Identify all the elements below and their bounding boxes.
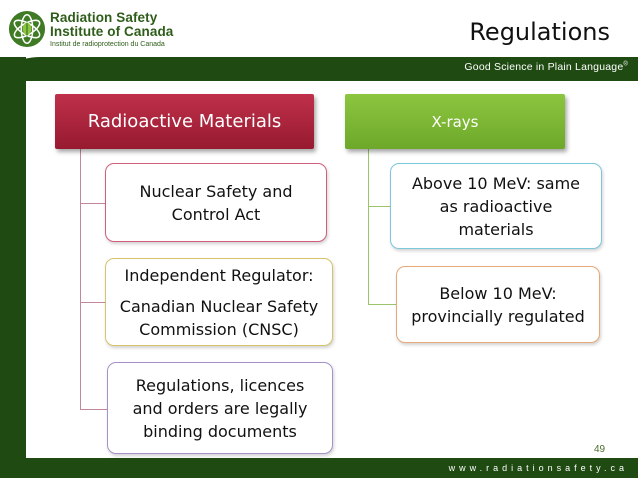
independent-regulator-box	[105, 258, 333, 346]
tagline: Good Science in Plain Language®	[464, 61, 628, 73]
connector-trunk-left	[80, 149, 81, 410]
box-text-line: as radioactive	[439, 196, 553, 216]
box-text-line: and orders are legally	[132, 398, 308, 418]
box-text-line: Below 10 MeV:	[439, 283, 557, 303]
leaf-atom-logo-icon	[8, 10, 46, 48]
connector-branch-4	[368, 206, 390, 207]
box-text-line: provincially regulated	[411, 306, 585, 326]
connector-branch-2	[80, 302, 105, 303]
below-10-mev-box	[396, 266, 600, 343]
box-text-line: Canadian Nuclear Safety	[119, 296, 319, 316]
box-text-line: Control Act	[171, 204, 261, 224]
logo-name-french: Institut de radioprotection du Canada	[50, 40, 165, 48]
logo-name-line2: Institute of Canada	[50, 24, 174, 39]
logo	[8, 10, 173, 48]
box-text-line: Commission (CNSC)	[139, 319, 299, 339]
connector-branch-3	[80, 409, 107, 410]
page-title: Regulations	[469, 18, 610, 46]
page-number: 49	[594, 444, 606, 455]
connector-trunk-right	[368, 149, 369, 304]
legally-binding-box	[107, 362, 333, 454]
box-text-line: Above 10 MeV: same	[411, 173, 581, 193]
left-frame	[0, 57, 26, 478]
connector-branch-1	[80, 203, 105, 204]
nuclear-safety-act-box	[105, 163, 327, 242]
box-text-line: Regulations, licences	[135, 375, 305, 395]
logo-name-line1: Radiation Safety	[50, 9, 158, 25]
x-rays-header: X-rays	[345, 94, 565, 149]
connector-branch-5	[368, 304, 396, 305]
above-10-mev-box	[390, 163, 602, 249]
box-text-line: binding documents	[143, 421, 297, 441]
radioactive-materials-header: Radioactive Materials	[55, 94, 314, 149]
box-text-line: Nuclear Safety and	[139, 181, 293, 201]
website-url: www.radiationsafety.ca	[448, 463, 628, 473]
box-text-line: Independent Regulator:	[124, 265, 314, 285]
box-text-line: materials	[458, 219, 534, 239]
